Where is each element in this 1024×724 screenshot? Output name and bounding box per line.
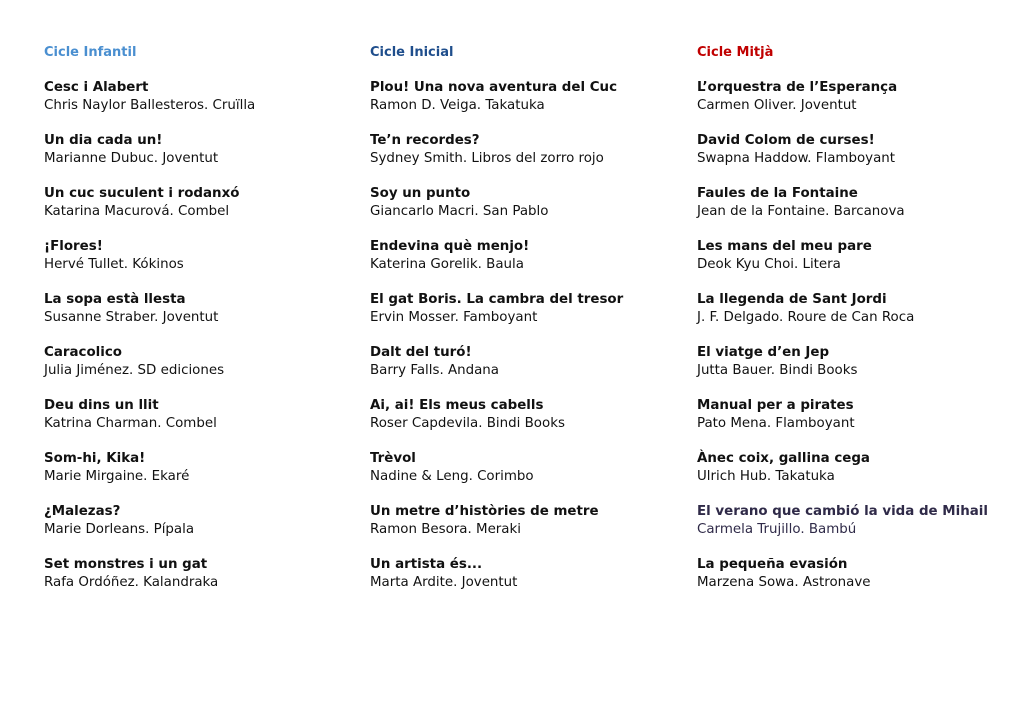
book-entry xyxy=(370,132,690,185)
column-heading: Cicle Infantil xyxy=(44,45,137,60)
book-entry xyxy=(370,503,690,556)
book-entry xyxy=(697,291,1017,344)
book-title: Manual per a pirates xyxy=(697,398,854,413)
book-title: ¿Malezas? xyxy=(44,504,121,519)
book-entry xyxy=(370,238,690,291)
book-entry xyxy=(370,344,690,397)
book-author-publisher: Susanne Straber. Joventut xyxy=(44,310,219,325)
book-title: Set monstres i un gat xyxy=(44,557,208,572)
book-title: La pequeña evasión xyxy=(697,557,848,572)
book-title: Ànec coix, gallina cega xyxy=(697,451,870,466)
book-entry xyxy=(697,238,1017,291)
book-entry xyxy=(44,450,364,503)
book-title: Te’n recordes? xyxy=(370,133,480,148)
book-entry xyxy=(370,450,690,503)
book-author-publisher: Roser Capdevila. Bindi Books xyxy=(370,416,565,431)
book-entry xyxy=(44,238,364,291)
book-title: Endevina què menjo! xyxy=(370,239,530,254)
book-entry xyxy=(697,344,1017,397)
book-title: Un metre d’històries de metre xyxy=(370,504,599,519)
book-author-publisher: Giancarlo Macri. San Pablo xyxy=(370,204,549,219)
book-entry xyxy=(44,79,364,132)
book-author-publisher: J. F. Delgado. Roure de Can Roca xyxy=(697,310,915,325)
book-author-publisher: Pato Mena. Flamboyant xyxy=(697,416,855,431)
book-entry xyxy=(697,185,1017,238)
book-entry xyxy=(697,79,1017,132)
book-entry xyxy=(44,397,364,450)
book-author-publisher: Ramon Besora. Meraki xyxy=(370,522,521,537)
book-title: Som-hi, Kika! xyxy=(44,451,146,466)
book-entry xyxy=(44,185,364,238)
book-author-publisher: Nadine & Leng. Corimbo xyxy=(370,469,534,484)
book-title: Les mans del meu pare xyxy=(697,239,872,254)
book-author-publisher: Marie Mirgaine. Ekaré xyxy=(44,469,190,484)
book-author-publisher: Chris Naylor Ballesteros. Cruïlla xyxy=(44,98,256,113)
book-author-publisher: Carmen Oliver. Joventut xyxy=(697,98,857,113)
book-entry xyxy=(697,556,1017,609)
book-title: Ai, ai! Els meus cabells xyxy=(370,398,544,413)
column-heading: Cicle Mitjà xyxy=(697,45,774,60)
book-title: Trèvol xyxy=(370,451,416,466)
book-entry xyxy=(44,556,364,609)
book-title: ¡Flores! xyxy=(44,239,103,254)
column-cicle-infantil xyxy=(44,44,364,609)
book-title: Dalt del turó! xyxy=(370,345,472,360)
book-author-publisher: Marianne Dubuc. Joventut xyxy=(44,151,219,166)
book-title: La sopa està llesta xyxy=(44,292,186,307)
book-entry xyxy=(44,132,364,185)
book-author-publisher: Katrina Charman. Combel xyxy=(44,416,217,431)
book-entry xyxy=(370,185,690,238)
book-author-publisher: Swapna Haddow. Flamboyant xyxy=(697,151,896,166)
book-author-publisher: Ulrich Hub. Takatuka xyxy=(697,469,835,484)
book-title: Un dia cada un! xyxy=(44,133,163,148)
column-heading: Cicle Inicial xyxy=(370,45,454,60)
book-author-publisher: Katerina Gorelik. Baula xyxy=(370,257,524,272)
book-title: Cesc i Alabert xyxy=(44,80,149,95)
book-author-publisher: Jutta Bauer. Bindi Books xyxy=(697,363,858,378)
book-title: Faules de la Fontaine xyxy=(697,186,858,201)
book-entry xyxy=(370,397,690,450)
book-title: Plou! Una nova aventura del Cuc xyxy=(370,80,618,95)
book-author-publisher: Deok Kyu Choi. Litera xyxy=(697,257,841,272)
book-author-publisher: Marzena Sowa. Astronave xyxy=(697,575,871,590)
book-author-publisher: Ramon D. Veiga. Takatuka xyxy=(370,98,545,113)
book-title: David Colom de curses! xyxy=(697,133,875,148)
book-entry xyxy=(697,132,1017,185)
book-author-publisher: Marie Dorleans. Pípala xyxy=(44,522,195,537)
book-entry xyxy=(697,397,1017,450)
book-author-publisher: Rafa Ordóñez. Kalandraka xyxy=(44,575,219,590)
book-title: Un artista és... xyxy=(370,557,483,572)
book-entry xyxy=(697,503,1017,556)
book-entry xyxy=(370,291,690,344)
book-author-publisher: Hervé Tullet. Kókinos xyxy=(44,257,184,272)
book-author-publisher: Carmela Trujillo. Bambú xyxy=(697,522,857,537)
book-title: Soy un punto xyxy=(370,186,471,201)
book-title: L’orquestra de l’Esperança xyxy=(697,80,898,95)
book-title: La llegenda de Sant Jordi xyxy=(697,292,887,307)
column-cicle-mitja xyxy=(697,44,1017,609)
book-entry xyxy=(44,344,364,397)
book-title: El verano que cambió la vida de Mihail xyxy=(697,504,988,519)
book-entry xyxy=(697,450,1017,503)
book-title: Caracolico xyxy=(44,345,122,360)
book-author-publisher: Barry Falls. Andana xyxy=(370,363,500,378)
book-author-publisher: Ervin Mosser. Famboyant xyxy=(370,310,538,325)
book-author-publisher: Julia Jiménez. SD ediciones xyxy=(44,363,225,378)
book-author-publisher: Marta Ardite. Joventut xyxy=(370,575,518,590)
book-author-publisher: Sydney Smith. Libros del zorro rojo xyxy=(370,151,604,166)
book-title: El viatge d’en Jep xyxy=(697,345,830,360)
column-cicle-inicial xyxy=(370,44,690,609)
book-entry xyxy=(370,79,690,132)
book-author-publisher: Katarina Macurová. Combel xyxy=(44,204,230,219)
book-author-publisher: Jean de la Fontaine. Barcanova xyxy=(697,204,905,219)
book-entry xyxy=(44,291,364,344)
book-title: Un cuc suculent i rodanxó xyxy=(44,186,240,201)
book-entry xyxy=(370,556,690,609)
book-entry xyxy=(44,503,364,556)
book-title: El gat Boris. La cambra del tresor xyxy=(370,292,624,307)
book-title: Deu dins un llit xyxy=(44,398,159,413)
